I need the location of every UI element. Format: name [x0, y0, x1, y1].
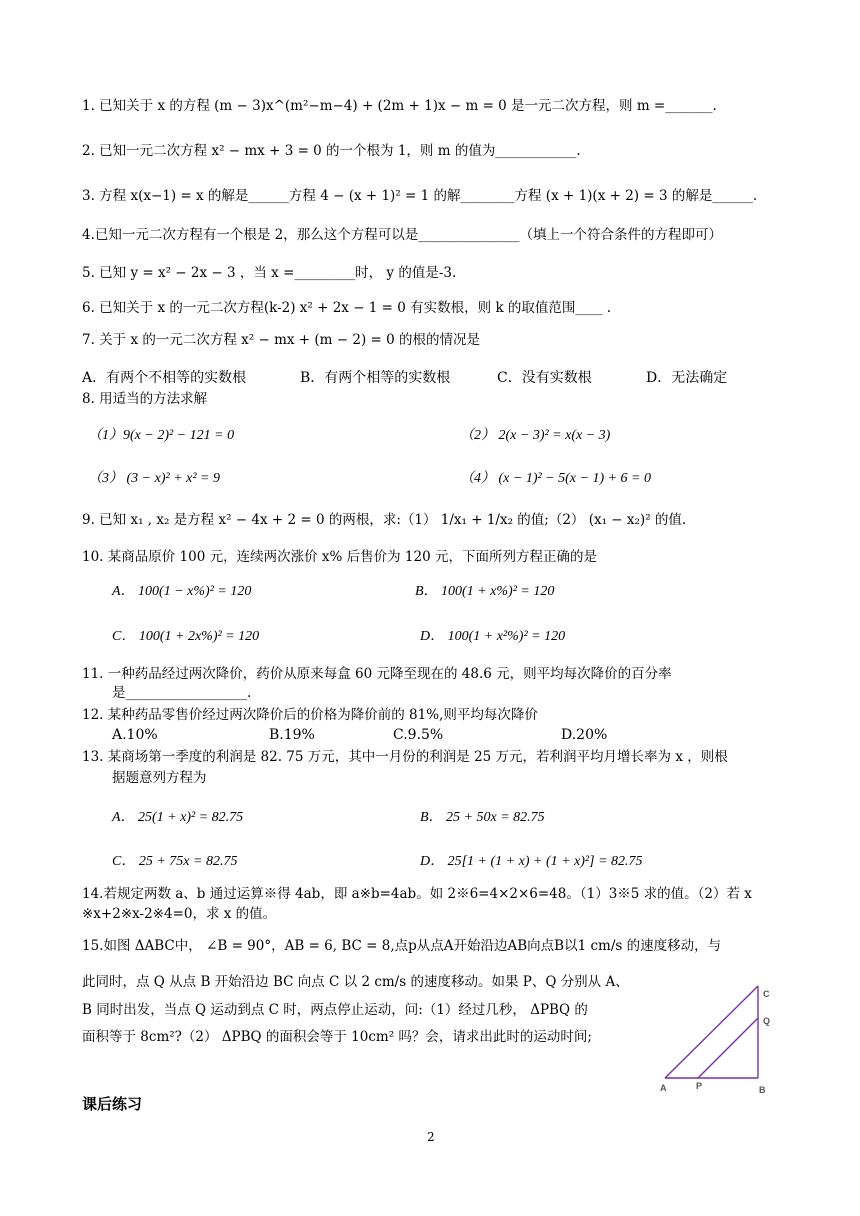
question-11-line-2: 是__________________. — [112, 685, 252, 701]
q8-part-4: （4） (x − 1)² − 5(x − 1) + 6 = 0 — [460, 471, 652, 486]
q7-option-a: A．有两个不相等的实数根 — [82, 370, 247, 386]
q12-option-b: B.19% — [269, 727, 315, 743]
question-7: 7. 关于 x 的一元二次方程 x² − mx + (m − 2) = 0 的根的情况是 — [82, 332, 480, 348]
q10-option-c: C． 100(1 + 2x%)² = 120 — [112, 629, 260, 644]
q12-option-a: A.10% — [112, 727, 158, 743]
question-14-line-1: 14.若规定两数 a、b 通过运算※得 4ab，即 a※b=4ab。如 2※6=4×2×6=48。（1）3※5 求的值。（2）若 x — [82, 886, 752, 902]
question-1: 1. 已知关于 x 的方程 (m − 3)x^(m²−m−4) + (2m + 1)x − m = 0 是一元二次方程，则 m =_______. — [82, 98, 717, 114]
label-c: C — [763, 989, 770, 999]
question-15-line-3: B 同时出发，当点 Q 运动到点 C 时，两点停止运动，问:（1）经过几秒， ΔPBQ 的 — [82, 1002, 588, 1018]
q8-part-1: （1）9(x − 2)² − 121 = 0 — [88, 428, 235, 443]
label-a: A — [660, 1083, 667, 1093]
label-q: Q — [763, 1016, 771, 1026]
q10-option-a: A． 100(1 − x%)² = 120 — [112, 584, 252, 599]
question-4: 4.已知一元二次方程有一个根是 2，那么这个方程可以是_______________（填上一个符合条件的方程即可） — [82, 227, 723, 243]
label-b: B — [759, 1085, 766, 1095]
q10-option-b: B． 100(1 + x%)² = 120 — [415, 584, 555, 599]
q10-option-d: D． 100(1 + x²%)² = 120 — [420, 629, 566, 644]
question-6: 6. 已知关于 x 的一元二次方程(k-2) x² + 2x − 1 = 0 有实数根，则 k 的取值范围____ . — [82, 300, 612, 316]
page-number: 2 — [427, 1130, 435, 1144]
q13-option-d: D． 25[1 + (1 + x) + (1 + x)²] = 82.75 — [420, 854, 643, 869]
q12-option-d: D.20% — [561, 727, 608, 743]
q12-option-c: C.9.5% — [393, 727, 444, 743]
section-title: 课后练习 — [82, 1095, 143, 1113]
q7-option-c: C．没有实数根 — [497, 370, 592, 386]
q7-option-d: D．无法确定 — [646, 370, 728, 386]
q13-option-b: B． 25 + 50x = 82.75 — [420, 810, 545, 825]
question-9: 9. 已知 x₁ , x₂ 是方程 x² − 4x + 2 = 0 的两根，求:（1） 1/x₁ + 1/x₂ 的值;（2） (x₁ − x₂)² 的值. — [82, 512, 687, 528]
q8-part-3: （3） (3 − x)² + x² = 9 — [88, 471, 220, 486]
question-11-line-1: 11. 一种药品经过两次降价，药价从原来每盒 60 元降至现在的 48.6 元，则平均每次降价的百分率 — [82, 666, 672, 682]
label-p: P — [696, 1081, 703, 1091]
question-15-line-2: 此同时，点 Q 从点 B 开始沿边 BC 向点 C 以 2 cm/s 的速度移动。如果 P、Q 分别从 A、 — [82, 974, 629, 990]
question-13-line-2: 据题意列方程为 — [112, 770, 207, 786]
question-14-line-2: ※x+2※x-2※4=0，求 x 的值。 — [82, 906, 277, 922]
segment-pq — [698, 1018, 758, 1078]
question-13-line-1: 13. 某商场第一季度的利润是 82. 75 万元，其中一月份的利润是 25 万元，若利润平均月增长率为 x ，则根 — [82, 749, 728, 765]
question-15-line-1: 15.如图 ΔABC中， ∠B = 90°，AB = 6, BC = 8,点p从点A开始沿边AB向点B以1 cm/s 的速度移动，与 — [82, 938, 722, 954]
question-2: 2. 已知一元二次方程 x² − mx + 3 = 0 的一个根为 1，则 m 的值为____________. — [82, 143, 581, 159]
q13-option-a: A． 25(1 + x)² = 82.75 — [112, 810, 244, 825]
question-12: 12. 某种药品零售价经过两次降价后的价格为降价前的 81%,则平均每次降价 — [82, 707, 538, 723]
question-3: 3. 方程 x(x−1) = x 的解是______方程 4 − (x + 1)² = 1 的解________方程 (x + 1)(x + 2) = 3 的解是______. — [82, 188, 758, 204]
question-5: 5. 已知 y = x² − 2x − 3 ，当 x =_________时， y 的值是-3. — [82, 265, 457, 281]
question-8: 8. 用适当的方法求解 — [82, 391, 208, 407]
question-10: 10. 某商品原价 100 元，连续两次涨价 x% 后售价为 120 元，下面所列方程正确的是 — [82, 549, 597, 565]
question-15-line-4: 面积等于 8cm²?（2） ΔPBQ 的面积会等于 10cm² 吗？会，请求出此时的运动时间; — [82, 1029, 592, 1045]
triangle-figure — [655, 978, 775, 1096]
q8-part-2: （2） 2(x − 3)² = x(x − 3) — [460, 428, 611, 443]
q13-option-c: C． 25 + 75x = 82.75 — [112, 854, 238, 869]
q7-option-b: B．有两个相等的实数根 — [300, 370, 451, 386]
